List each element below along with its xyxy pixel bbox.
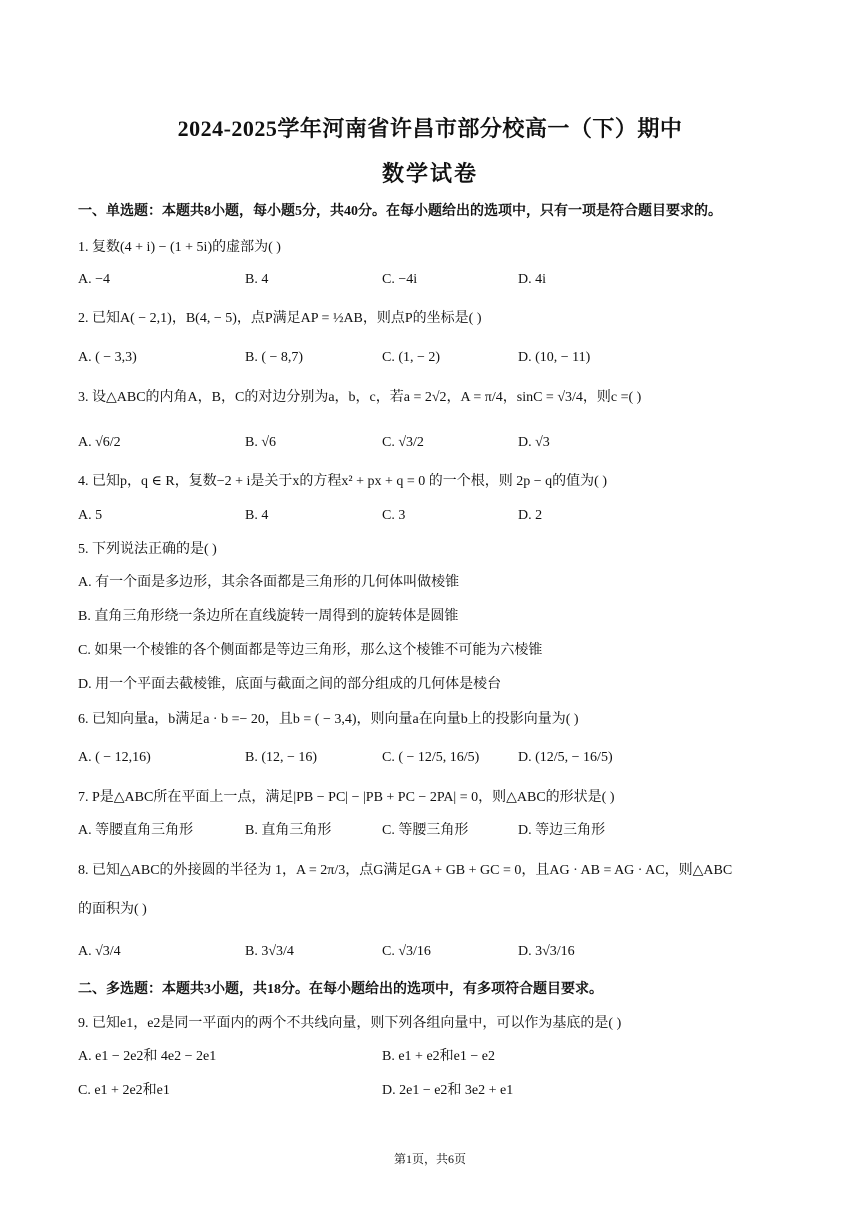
question-2-option-a: A. ( − 3,3) — [78, 350, 137, 365]
question-2-option-b: B. ( − 8,7) — [245, 350, 304, 365]
question-8-stem: 8. 已知△ABC的外接圆的半径为 1，A = 2π/3，点G满足GA + GB + GC = 0，且AG · AB = AG · AC，则△ABC — [78, 863, 733, 878]
question-7-option-d: D. 等边三角形 — [518, 823, 606, 838]
question-6-option-a: A. ( − 12,16) — [78, 750, 151, 765]
question-9-option-d: D. 2e1 − e2和 3e2 + e1 — [382, 1083, 514, 1098]
question-5-option-d: D. 用一个平面去截棱锥，底面与截面之间的部分组成的几何体是棱台 — [78, 677, 502, 692]
question-4-stem: 4. 已知p，q ∈ R，复数−2 + i是关于x的方程x² + px + q = 0 的一个根，则 2p − q的值为( ) — [78, 474, 607, 489]
page-number: 第1页，共6页 — [393, 1152, 466, 1166]
question-4-option-d: D. 2 — [518, 508, 543, 523]
question-6-option-c: C. ( − 12/5, 16/5) — [382, 750, 480, 765]
question-8-option-c: C. √3/16 — [382, 944, 431, 959]
section-multiple-choice: 二、多选题：本题共3小题，共18分。在每小题给出的选项中，有多项符合题目要求。 — [78, 982, 603, 997]
question-9-option-a: A. e1 − 2e2和 4e2 − 2e1 — [78, 1049, 217, 1064]
question-2-option-d: D. (10, − 11) — [518, 350, 591, 365]
question-7-option-c: C. 等腰三角形 — [382, 823, 469, 838]
question-2-stem: 2. 已知A( − 2,1)，B(4, − 5)，点P满足AP = ½AB，则点P的坐标是( ) — [78, 311, 482, 326]
question-7-option-b: B. 直角三角形 — [245, 823, 332, 838]
exam-title: 2024-2025学年河南省许昌市部分校高一（下）期中 — [177, 116, 683, 141]
question-1-option-d: D. 4i — [518, 272, 546, 287]
question-1-stem: 1. 复数(4 + i) − (1 + 5i)的虚部为( ) — [78, 240, 281, 255]
question-3-option-b: B. √6 — [245, 435, 277, 450]
question-1-option-a: A. −4 — [78, 272, 111, 287]
question-4-option-a: A. 5 — [78, 508, 103, 523]
question-8-option-d: D. 3√3/16 — [518, 944, 575, 959]
question-5-option-a: A. 有一个面是多边形，其余各面都是三角形的几何体叫做棱锥 — [78, 575, 460, 590]
question-1-option-c: C. −4i — [382, 272, 418, 287]
question-5-option-b: B. 直角三角形绕一条边所在直线旋转一周得到的旋转体是圆锥 — [78, 609, 459, 624]
question-6-stem: 6. 已知向量a，b满足a · b =− 20，且b = ( − 3,4)，则向量a在向量b上的投影向量为( ) — [78, 712, 579, 727]
question-7-stem: 7. P是△ABC所在平面上一点，满足|PB − PC| − |PB + PC − 2PA| = 0，则△ABC的形状是( ) — [78, 790, 615, 805]
question-3-stem: 3. 设△ABC的内角A，B，C的对边分别为a，b，c，若a = 2√2，A = π/4，sinC = √3/4，则c =( ) — [78, 390, 642, 405]
question-3-option-c: C. √3/2 — [382, 435, 424, 450]
exam-subtitle: 数学试卷 — [381, 161, 478, 186]
question-1-option-b: B. 4 — [245, 272, 269, 287]
question-6-option-b: B. (12, − 16) — [245, 750, 318, 765]
question-5-option-c: C. 如果一个棱锥的各个侧面都是等边三角形，那么这个棱锥不可能为六棱锥 — [78, 643, 543, 658]
question-3-option-a: A. √6/2 — [78, 435, 121, 450]
question-2-option-c: C. (1, − 2) — [382, 350, 441, 365]
question-9-stem: 9. 已知e1，e2是同一平面内的两个不共线向量，则下列各组向量中，可以作为基底的是( ) — [78, 1016, 622, 1031]
question-4-option-b: B. 4 — [245, 508, 269, 523]
question-7-option-a: A. 等腰直角三角形 — [78, 823, 194, 838]
question-4-option-c: C. 3 — [382, 508, 406, 523]
question-5-stem: 5. 下列说法正确的是( ) — [78, 542, 217, 557]
question-9-option-b: B. e1 + e2和e1 − e2 — [382, 1049, 495, 1064]
question-6-option-d: D. (12/5, − 16/5) — [518, 750, 613, 765]
question-9-option-c: C. e1 + 2e2和e1 — [78, 1083, 170, 1098]
section-single-choice: 一、单选题：本题共8小题，每小题5分，共40分。在每小题给出的选项中，只有一项是符合题目要求的。 — [78, 204, 722, 219]
question-8-option-a: A. √3/4 — [78, 944, 121, 959]
question-8-stem-cont: 的面积为( ) — [78, 902, 147, 917]
question-3-option-d: D. √3 — [518, 435, 550, 450]
question-8-option-b: B. 3√3/4 — [245, 944, 294, 959]
